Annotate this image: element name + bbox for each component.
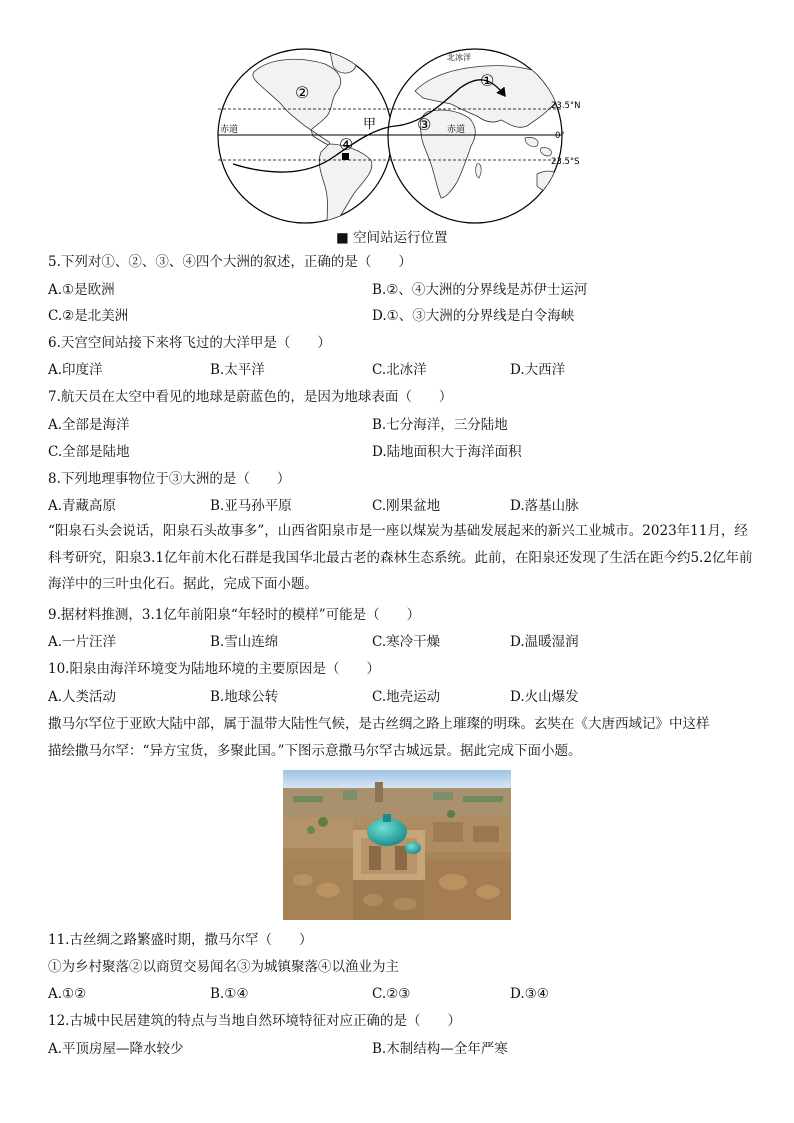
q11-option-b[interactable]: B.①④ [210,986,249,1002]
q9-option-d[interactable]: D.温暖湿润 [510,634,579,650]
q12-option-b[interactable]: B.木制结构—全年严寒 [372,1041,508,1057]
q8-option-c[interactable]: C.刚果盆地 [372,498,441,514]
q5-option-c[interactable]: C.②是北美洲 [48,308,129,324]
q5-option-a[interactable]: A.①是欧洲 [48,282,115,298]
ocean-jia-label: 甲 [363,117,377,132]
question-11-substem: ①为乡村聚落②以商贸交易闻名③为城镇聚落④以渔业为主 [48,959,399,975]
continent-4-label: ④ [339,135,354,154]
arctic-ocean-label: 北冰洋 [447,53,471,62]
q5-option-b[interactable]: B.②、④大洲的分界线是苏伊士运河 [372,282,588,298]
q7-option-b[interactable]: B.七分海洋，三分陆地 [372,417,508,433]
equator-label-right: 赤道 [447,125,466,135]
q8-option-b[interactable]: B.亚马孙平原 [210,498,292,514]
question-5-stem: 5.下列对①、②、③、④四个大洲的叙述，正确的是（ ） [48,254,412,270]
question-10-stem: 10.阳泉由海洋环境变为陆地环境的主要原因是（ ） [48,661,380,677]
square-icon: ■ [336,230,349,246]
q5-option-d[interactable]: D.①、③大洲的分界线是白令海峡 [372,308,575,324]
question-12-stem: 12.古城中民居建筑的特点与当地自然环境特征对应正确的是（ ） [48,1013,461,1029]
lat-0-label: 0° [555,131,565,141]
question-7-stem: 7.航天员在太空中看见的地球是蔚蓝色的，是因为地球表面（ ） [48,389,453,405]
question-9-stem: 9.据材料推测，3.1亿年前阳泉“年轻时的模样”可能是（ ） [48,607,421,623]
q9-option-b[interactable]: B.雪山连绵 [210,634,279,650]
q10-option-a[interactable]: A.人类活动 [48,689,117,705]
question-8-stem: 8.下列地理事物位于③大洲的是（ ） [48,471,291,487]
question-6-stem: 6.天宫空间站接下来将飞过的大洋甲是（ ） [48,335,331,351]
continent-2-label: ② [295,83,310,102]
samarkand-passage-line-1: 撒马尔罕位于亚欧大陆中部，属于温带大陆性气候，是古丝绸之路上璀璨的明珠。玄奘在《大唐西域记》中这样 [48,716,710,732]
q8-option-a[interactable]: A.青藏高原 [48,498,117,514]
q11-option-d[interactable]: D.③④ [510,986,549,1002]
lat-23n-label: 23.5°N [551,101,581,111]
world-map-figure [215,46,585,226]
q6-option-a[interactable]: A.印度洋 [48,362,103,378]
q6-option-b[interactable]: B.太平洋 [210,362,265,378]
samarkand-city-photo [283,770,511,920]
eastern-hemisphere [388,49,565,223]
q10-option-d[interactable]: D.火山爆发 [510,689,579,705]
continent-1-label: ① [480,71,495,90]
map-caption-text: 空间站运行位置 [353,230,448,246]
q6-option-d[interactable]: D.大西洋 [510,362,566,378]
q8-option-d[interactable]: D.落基山脉 [510,498,579,514]
q9-option-c[interactable]: C.寒冷干燥 [372,634,441,650]
map-caption [336,226,448,246]
equator-label-left: 赤道 [220,125,239,135]
q12-option-a[interactable]: A.平顶房屋—降水较少 [48,1041,184,1057]
q10-option-b[interactable]: B.地球公转 [210,689,279,705]
q11-option-a[interactable]: A.①② [48,986,87,1002]
q7-option-d[interactable]: D.陆地面积大于海洋面积 [372,444,522,460]
question-11-stem: 11.古丝绸之路繁盛时期，撒马尔罕（ ） [48,932,313,948]
q11-option-c[interactable]: C.②③ [372,986,411,1002]
samarkand-passage-line-2: 描绘撒马尔罕：“异方宝货，多聚此国。”下图示意撒马尔罕古城远景。据此完成下面小题。 [48,743,582,759]
space-station-marker [342,153,349,160]
q7-option-a[interactable]: A.全部是海洋 [48,417,130,433]
q10-option-c[interactable]: C.地壳运动 [372,689,441,705]
q6-option-c[interactable]: C.北冰洋 [372,362,427,378]
q9-option-a[interactable]: A.一片汪洋 [48,634,117,650]
continent-3-label: ③ [417,115,432,134]
lat-23s-label: 23.5°S [551,157,580,167]
yangquan-passage: “阳泉石头会说话，阳泉石头故事多”，山西省阳泉市是一座以煤炭为基础发展起来的新兴工业城市。2023年11月，经科考研究，阳泉3.1亿年前木化石群是我国华北最古老的森林生态系统。此前，在阳泉还发现了生活在距今约5.2亿年前海洋中的三叶虫化石。据此，完成下面小题。 [48,523,753,592]
q7-option-c[interactable]: C.全部是陆地 [48,444,130,460]
